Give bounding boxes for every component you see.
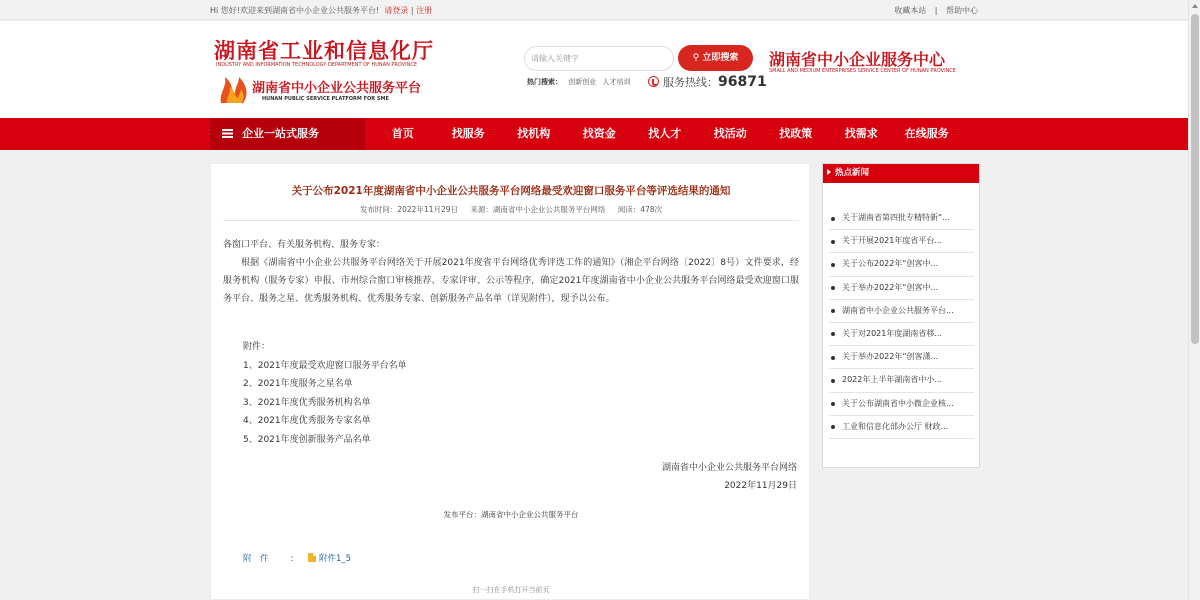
login-link[interactable]: 请登录 [384,6,409,15]
greeting-text: Hi 您好!欢迎来到湖南省中小企业公共服务平台! [210,6,380,15]
nav-item-online-service[interactable]: 在线服务 [904,127,949,140]
separator: | [410,6,414,15]
attachment-item: 1、2021年度最受欢迎窗口服务平台名单 [243,360,407,371]
attachment-file-link[interactable] [308,552,351,564]
attachment-list [243,338,407,449]
signature-date: 2022年11月29日 [724,481,797,491]
news-item[interactable]: 关于对2021年度湖南省移... [829,323,974,346]
news-item[interactable]: 关于举办2022年“创客潇... [829,346,974,369]
nav-item-home[interactable]: 首页 [391,127,414,140]
search-icon: ⚲ [692,53,700,63]
publish-platform: 发布平台：湖南省中小企业公共服务平台 [443,510,579,519]
files-label: 附 件 [243,554,269,564]
department-logo-subtitle: INDUSTRY AND INFORMATION TECHNOLOGY DEPARTMENT OF HUNAN PROVINCE [216,62,418,68]
article-title: 关于公布2021年度湖南省中小企业公共服务平台网络最受欢迎窗口服务平台等评选结果的通知 [291,185,731,197]
menu-icon [222,129,233,138]
files-colon: : [290,554,294,564]
hot-search-term[interactable]: 创新创业 [568,78,597,86]
platform-logo-subtitle: HUNAN PUBLIC SERVICE PLATFORM FOR SME [262,96,389,102]
files-label-row [243,552,293,564]
nav-item-talent[interactable]: 找人才 [648,127,682,140]
hot-news-list [829,207,974,439]
hot-news-header [823,164,979,183]
service-hotline [648,74,767,90]
publish-time: 发布时间：2022年11月29日 [359,205,459,214]
attachment-item: 4、2021年度优秀服务专家名单 [243,416,371,426]
qr-code-caption: 扫一扫在手机打开当前页 [472,586,550,594]
phone-icon [648,76,659,87]
file-icon [308,553,316,562]
divider [223,220,799,221]
welcome-area [210,5,432,16]
help-center-link[interactable]: 帮助中心 [946,6,978,15]
scroll-up-arrow-icon[interactable] [1192,4,1198,8]
attachment-label: 附件： [243,342,271,352]
article-meta [211,204,811,215]
main-nav [0,118,1188,150]
hot-search-term[interactable]: 人才培训 [602,78,631,86]
hot-searches [527,77,630,87]
nav-item-demands[interactable]: 找需求 [844,127,878,140]
hotline-number: 96871 [718,74,767,90]
hot-news-title: 热点新闻 [835,168,870,178]
read-count: 阅读：478次 [617,205,663,214]
hot-search-label: 热门搜索： [527,78,562,86]
nav-item-events[interactable]: 找活动 [713,127,747,140]
site-header [0,21,1188,118]
news-item[interactable]: 工业和信息化部办公厅 财政... [829,416,974,439]
article-source: 来源：湖南省中小企业公共服务平台网络 [470,205,606,214]
one-stop-service-menu[interactable] [210,118,365,150]
news-item[interactable]: 关于公布湖南省中小微企业核... [829,393,974,416]
top-links [884,5,978,16]
scrollbar-thumb[interactable] [1191,14,1199,344]
hot-news-panel [822,163,980,468]
search-input[interactable]: 请输入关键字 [524,46,674,71]
attachment-item: 5、2021年度创新服务产品名单 [243,434,371,445]
nav-item-institutions[interactable]: 找机构 [517,127,551,140]
hotline-label: 服务热线： [663,76,718,89]
service-center-logo-text[interactable]: 湖南省中小企业服务中心 [769,50,946,69]
news-item[interactable]: 关于举办2022年“创客中... [829,277,974,300]
search-button[interactable] [678,45,753,71]
favorite-link[interactable]: 收藏本站 [894,6,927,15]
nav-item-funding[interactable]: 找资金 [582,127,616,140]
nav-item-services[interactable]: 找服务 [451,127,485,140]
article-panel [210,163,810,600]
register-link[interactable]: 注册 [416,6,433,15]
news-item[interactable]: 关于湖南省第四批专精特新“... [829,207,974,230]
nav-item-policies[interactable]: 找政策 [779,127,813,140]
news-item[interactable]: 关于开展2021年度省平台... [829,230,974,253]
service-center-logo-subtitle: SMALL AND MEDIUM ENTERPRISES SERVICE CENTER OF HUNAN PROVINCE [769,68,956,74]
separator: | [934,6,938,15]
department-logo-text[interactable]: 湖南省工业和信息化厅 [214,38,434,63]
file-name: 附件1_5 [319,554,352,564]
platform-logo-text[interactable]: 湖南省中小企业公共服务平台 [252,81,422,96]
nav-items [370,118,960,150]
news-item[interactable]: 关于公布2022年“创客中... [829,253,974,276]
page-scrollbar[interactable] [1188,0,1200,600]
signature-org: 湖南省中小企业公共服务平台网络 [661,463,797,473]
one-stop-service-label: 企业一站式服务 [242,127,319,140]
article-body [223,236,799,308]
body-paragraph: 根据《湖南省中小企业公共服务平台网络关于开展2021年度省平台网络优秀评选工作的通知》（湘企平台网络〔2022〕8号）文件要求，经服务机构（服务专家）申报、市州综合窗口审核推荐、专家评审、公示等程序，确定2021年度湖南省中小企业公共服务平台网络最受欢迎窗口服务平台、服务之星、优秀服务机构、优秀服务专家、创新服务产品名单（详见附件），现予以公布。 [223,258,799,304]
news-item[interactable]: 湖南省中小企业公共服务平台... [829,300,974,323]
attachment-item: 2、2021年度服务之星名单 [243,379,353,389]
signature-block [662,459,797,495]
flame-logo-icon [217,73,251,107]
salutation: 各窗口平台、有关服务机构、服务专家： [223,240,386,250]
attachment-item: 3、2021年度优秀服务机构名单 [243,397,371,408]
top-bar [0,0,1188,20]
arrow-right-icon [827,169,831,175]
news-item[interactable]: 2022年上半年湖南省中小... [829,369,974,392]
search-button-label: 立即搜索 [702,53,739,63]
